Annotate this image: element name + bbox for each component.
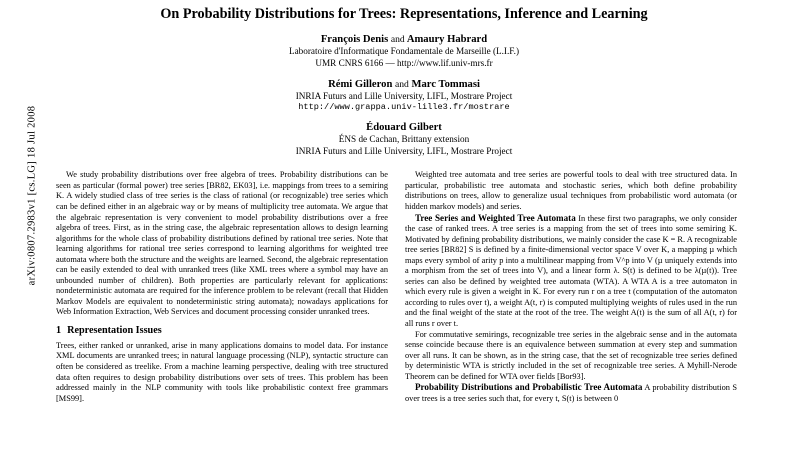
paper-content [54,0,754,450]
arxiv-stamp: arXiv:0807.2983v1 [cs.LG] 18 Jul 2008 [26,105,38,286]
affiliation-line: UMR CNRS 6166 — http://www.lif.univ-mrs.fr [315,58,493,69]
section-heading [56,325,388,338]
author-name: Marc Tommasi [411,78,480,90]
paragraph-text: In these first two paragraphs, we only consider the case of ranked trees. A tree series is a mapping from the set of trees into some semiring K. Motivated by defining probability distributions, we mainly consider the case K = R. A recognizable tree series [BR82] S is defined by a finite-dimensional vector space V over K, a mapping µ which maps every symbol of arity p into a multilinear mapping from V^p into V (µ uniquely extends into a morphism from the set of trees into V), and a linear form λ. S(t) is defined to be λ(µ(t)). Tree series can also be defined by weighted tree automata (WTA). A WTA A is a tree automaton in which every rule is given a weight in K. For every run r on a tree t (computation of the automaton according to rules over t), a weight A(t, r) is computed multiplying weights of rules used in the run and the final weight of the state at the root of the tree. The weight A(t) is the sum of all A(t, r) for all runs r over t. [405,213,737,329]
left-column [56,170,388,404]
paragraph: For commutative semirings, recognizable tree series in the algebraic sense and in the automata sense coincide because there is an equivalence between summation at every step and summation over all runs. It can be shown, as in the string case, that the set of recognizable tree series defined by deterministic WTA is strictly included in the set of recognizable tree series. A Myhill-Nerode Theorem can be defined for WTA over fields [Bor93]. [405,329,737,381]
paragraph: Weighted tree automata and tree series are powerful tools to deal with tree structured data. In particular, probabilistic tree automata and stochastic series, which both define probability distributions on trees, allow to generalize usual techniques from probabilistic word automata (or hidden markov models) and series. [405,170,737,211]
author-name: Édouard Gilbert [366,122,442,134]
section-number: 1 [56,325,62,337]
affiliation-line: INRIA Futurs and Lille University, LIFL, Mostrare Project [295,146,513,157]
right-column [405,170,737,404]
author-name: Amaury Habrard [406,34,488,46]
page-title: On Probability Distributions for Trees: Representations, Inference and Learning [160,6,648,22]
paragraph-with-runin-head [405,213,737,330]
author-group-3 [54,122,754,133]
authors-block [54,34,754,157]
affiliation-line: ÉNS de Cachan, Brittany extension [338,134,470,145]
author-conjunction: and [395,78,409,90]
affiliation-url: http://www.grappa.univ-lille3.fr/mostrare [298,101,510,112]
section-title: Representation Issues [67,325,162,337]
author-group-2 [54,79,754,90]
paragraph: Trees, either ranked or unranked, arise in many applications domains to model data. For instance XML documents are unranked trees; in natural language processing (NLP), syntactic structure can often be considered as treelike. From a machine learning perspective, dealing with tree structured data often requires to design probability distributions over sets of trees. This problem has been addressed mainly in the NLP community with tools like probabilistic context free grammars [MS99]. [56,340,388,403]
paragraph: We study probability distributions over free algebra of trees. Probability distributions can be seen as particular (formal power) tree series [BR82, EK03], i.e. mappings from trees to a semiring K. A widely studied class of tree series is the class of rational (or recognizable) tree series which can be defined either in an algebraic way or by means of multiplicity tree automata. We argue that the algebraic representation is very convenient to model probability distributions over a free algebra of trees. First, as in the string case, the algebraic representation allows to design learning algorithms for the whole class of probability distributions defined by rational tree series. Note that learning algorithms for rational tree series correspond to learning algorithms for weighted tree automata where both the structure and the weights are learned. Second, the algebraic representation can be easily extended to deal with unranked trees (like XML trees where a symbol may have an unbounded number of children). Both properties are particularly relevant for applications: nondeterministic automata are required for the inference problem to be relevant (recall that Hidden Markov Models are equivalent to nondeterministic string automata); nowadays applications for Web Information Extraction, Web Services and document processing consider unranked trees. [56,170,388,317]
author-conjunction: and [390,34,405,46]
author-name: François Denis [320,34,389,46]
author-name: Rémi Gilleron [328,78,393,90]
author-group-1 [54,34,754,45]
affiliation-line: INRIA Futurs and Lille University, LIFL, Mostrare Project [295,90,513,101]
paragraph-with-runin-head [405,382,737,404]
paragraph-text: A probability distribution S over trees is a tree series such that, for every t, S(t) is between 0 [405,383,737,403]
affiliation-line: Laboratoire d'Informatique Fondamentale de Marseille (L.I.F.) [288,46,519,57]
two-column-body [54,170,754,404]
runin-heading: Probability Distributions and Probabilistic Tree Automata [415,382,643,393]
runin-heading: Tree Series and Weighted Tree Automata [415,212,576,223]
